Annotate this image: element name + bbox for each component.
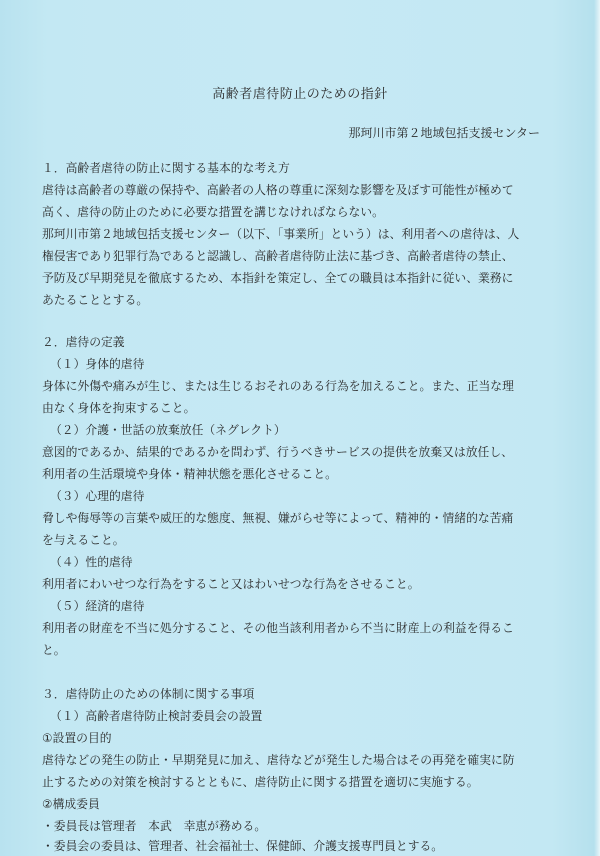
paragraph-line: あたることとする。 bbox=[42, 293, 149, 307]
paragraph-line: 意図的であるか、結果的であるかを問わず、行うべきサービスの提供を放棄又は放任し、 bbox=[42, 445, 513, 459]
paragraph-line: 脅しや侮辱等の言葉や威圧的な態度、無視、嫌がらせ等によって、精神的・情緒的な苦痛 bbox=[42, 511, 514, 525]
organization-name: 那珂川市第２地域包括支援センター bbox=[348, 126, 540, 140]
paragraph-line: を与えること。 bbox=[42, 533, 125, 547]
paragraph-line: 利用者の生活環境や身体・精神状態を悪化させること。 bbox=[42, 467, 337, 481]
paragraph-line: 身体に外傷や痛みが生じ、または生じるおそれのある行為を加えること。また、正当な理 bbox=[42, 379, 514, 393]
paragraph-line: 那珂川市第２地域包括支援センター（以下、「事業所」という）は、利用者への虐待は、人 bbox=[42, 227, 520, 241]
subsection-heading: （１）高齢者虐待防止検討委員会の設置 bbox=[50, 709, 263, 723]
paragraph-line: 利用者の財産を不当に処分すること、その他当該利用者から不当に財産上の利益を得るこ bbox=[42, 621, 514, 635]
paragraph-line: 止するための対策を検討するとともに、虐待防止に関する措置を適切に実施する。 bbox=[42, 775, 479, 789]
document-title: 高齢者虐待防止のための指針 bbox=[212, 87, 388, 102]
item-heading: ②構成委員 bbox=[42, 797, 100, 811]
paragraph-line: 利用者にわいせつな行為をすること又はわいせつな行為をさせること。 bbox=[42, 577, 420, 591]
paragraph-line: 虐待は高齢者の尊厳の保持や、高齢者の人格の尊重に深刻な影響を及ぼす可能性が極めて bbox=[42, 183, 514, 197]
paragraph-line: と。 bbox=[42, 643, 66, 657]
subsection-heading: （１）身体的虐待 bbox=[50, 357, 145, 371]
section-heading: ２．虐待の定義 bbox=[42, 335, 125, 349]
section-heading: ３．虐待防止のための体制に関する事項 bbox=[42, 687, 255, 701]
bullet-line: ・委員会の委員は、管理者、社会福祉士、保健師、介護支援専門員とする。 bbox=[42, 839, 444, 853]
paragraph-line: 予防及び早期発見を徹底するため、本指針を策定し、全ての職員は本指針に従い、業務に bbox=[42, 271, 514, 285]
bullet-line: ・委員長は管理者 本武 幸恵が務める。 bbox=[42, 819, 267, 833]
subsection-heading: （４）性的虐待 bbox=[50, 555, 133, 569]
item-heading: ①設置の目的 bbox=[42, 731, 112, 745]
paragraph-line: 高く、虐待の防止のために必要な措置を講じなければならない。 bbox=[42, 205, 384, 219]
subsection-heading: （５）経済的虐待 bbox=[50, 599, 145, 613]
paragraph-line: 権侵害であり犯罪行為であると認識し、高齢者虐待防止法に基づき、高齢者虐待の禁止、 bbox=[42, 249, 514, 263]
section-heading: １．高齢者虐待の防止に関する基本的な考え方 bbox=[42, 161, 290, 175]
paragraph-line: 由なく身体を拘束すること。 bbox=[42, 401, 196, 415]
page-edge bbox=[594, 0, 600, 856]
subsection-heading: （３）心理的虐待 bbox=[50, 489, 145, 503]
paragraph-line: 虐待などの発生の防止・早期発見に加え、虐待などが発生した場合はその再発を確実に防 bbox=[42, 753, 515, 767]
subsection-heading: （２）介護・世話の放棄放任（ネグレクト） bbox=[50, 423, 286, 437]
